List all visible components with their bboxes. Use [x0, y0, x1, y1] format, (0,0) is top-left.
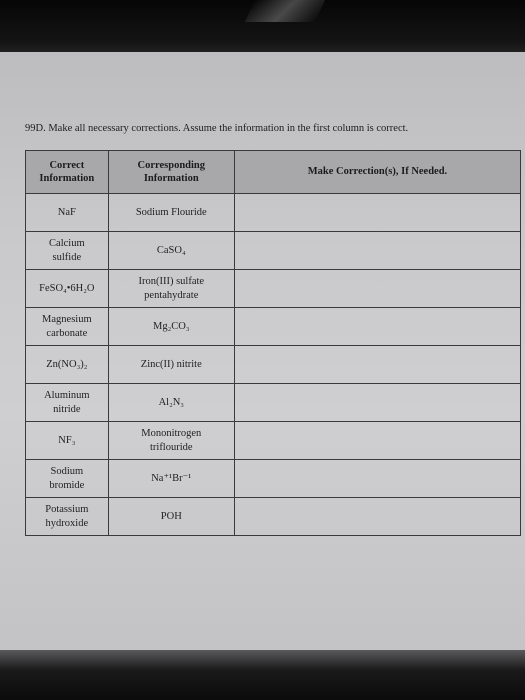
correct-cell [26, 308, 109, 346]
cell-text: FeSO₄•6H₂O [39, 282, 95, 294]
cell-text: NaF [57, 206, 76, 218]
correct-cell [26, 384, 109, 422]
cell-text: carbonate [46, 327, 88, 339]
header-text: Corresponding [137, 159, 206, 171]
cell-text: nitride [53, 403, 81, 415]
corresponding-cell [108, 232, 234, 270]
correction-cell[interactable] [234, 270, 520, 308]
corresponding-cell [108, 308, 234, 346]
corresponding-cell [108, 346, 234, 384]
correct-cell [26, 346, 109, 384]
correct-cell [26, 422, 109, 460]
correct-cell [26, 460, 109, 498]
corresponding-cell [108, 498, 234, 536]
table-row [26, 498, 521, 536]
cell-text: Zinc(II) nitrite [140, 358, 202, 370]
table-row [26, 422, 521, 460]
table-row [26, 232, 521, 270]
cell-text: Iron(III) sulfate [138, 276, 205, 288]
correct-cell [26, 270, 109, 308]
correct-cell [26, 498, 109, 536]
cell-text: CaSO₄ [156, 244, 186, 256]
light-glare [245, 0, 325, 22]
correction-cell[interactable] [234, 498, 520, 536]
table-row [26, 194, 521, 232]
question-heading: 99D. Make all necessary corrections. Assume the information in the first column is correct. [25, 123, 409, 134]
table-row [26, 460, 521, 498]
corresponding-cell [108, 194, 234, 232]
corresponding-cell [108, 422, 234, 460]
header-make-corrections: Make Correction(s), If Needed. [234, 151, 520, 194]
cell-text: Mononitrogen [141, 428, 202, 440]
cell-text: triflouride [149, 441, 193, 453]
cell-text: Calcium [49, 238, 85, 250]
cell-text: Potassium [45, 504, 89, 516]
correction-cell[interactable] [234, 346, 520, 384]
correct-cell [26, 232, 109, 270]
table-row [26, 270, 521, 308]
cell-text: bromide [49, 479, 85, 491]
cell-text: pentahydrate [144, 289, 199, 301]
table-row [26, 346, 521, 384]
cell-text: Sodium Flouride [135, 206, 207, 218]
cell-text: Sodium [50, 466, 84, 478]
correction-cell[interactable] [234, 422, 520, 460]
cell-text: Magnesium [42, 314, 92, 326]
header-text: Correct [49, 159, 85, 171]
cell-text: Na⁺¹Br⁻¹ [151, 472, 192, 484]
correction-cell[interactable] [234, 460, 520, 498]
header-text: Information [143, 173, 199, 184]
corresponding-cell [108, 384, 234, 422]
corresponding-cell [108, 460, 234, 498]
correction-cell[interactable] [234, 232, 520, 270]
table-header-row [26, 151, 521, 194]
correction-cell[interactable] [234, 308, 520, 346]
corresponding-cell [108, 270, 234, 308]
background-bottom [0, 650, 525, 700]
cell-text: Zn(NO₃)₂ [46, 358, 88, 370]
header-text: Information [39, 173, 95, 184]
correction-cell[interactable] [234, 384, 520, 422]
cell-text: POH [160, 510, 182, 522]
table-row [26, 384, 521, 422]
correction-cell[interactable] [234, 194, 520, 232]
cell-text: Aluminum [44, 390, 90, 402]
cell-text: Mg₂CO₃ [153, 320, 190, 332]
cell-text: Al₂N₃ [158, 396, 184, 408]
table-row [26, 308, 521, 346]
corrections-table [25, 150, 521, 536]
correct-cell [26, 194, 109, 232]
header-correct-information [26, 151, 109, 194]
cell-text: NF₃ [58, 434, 76, 446]
cell-text: sulfide [52, 251, 82, 263]
cell-text: hydroxide [45, 517, 89, 529]
header-corresponding-information [108, 151, 234, 194]
